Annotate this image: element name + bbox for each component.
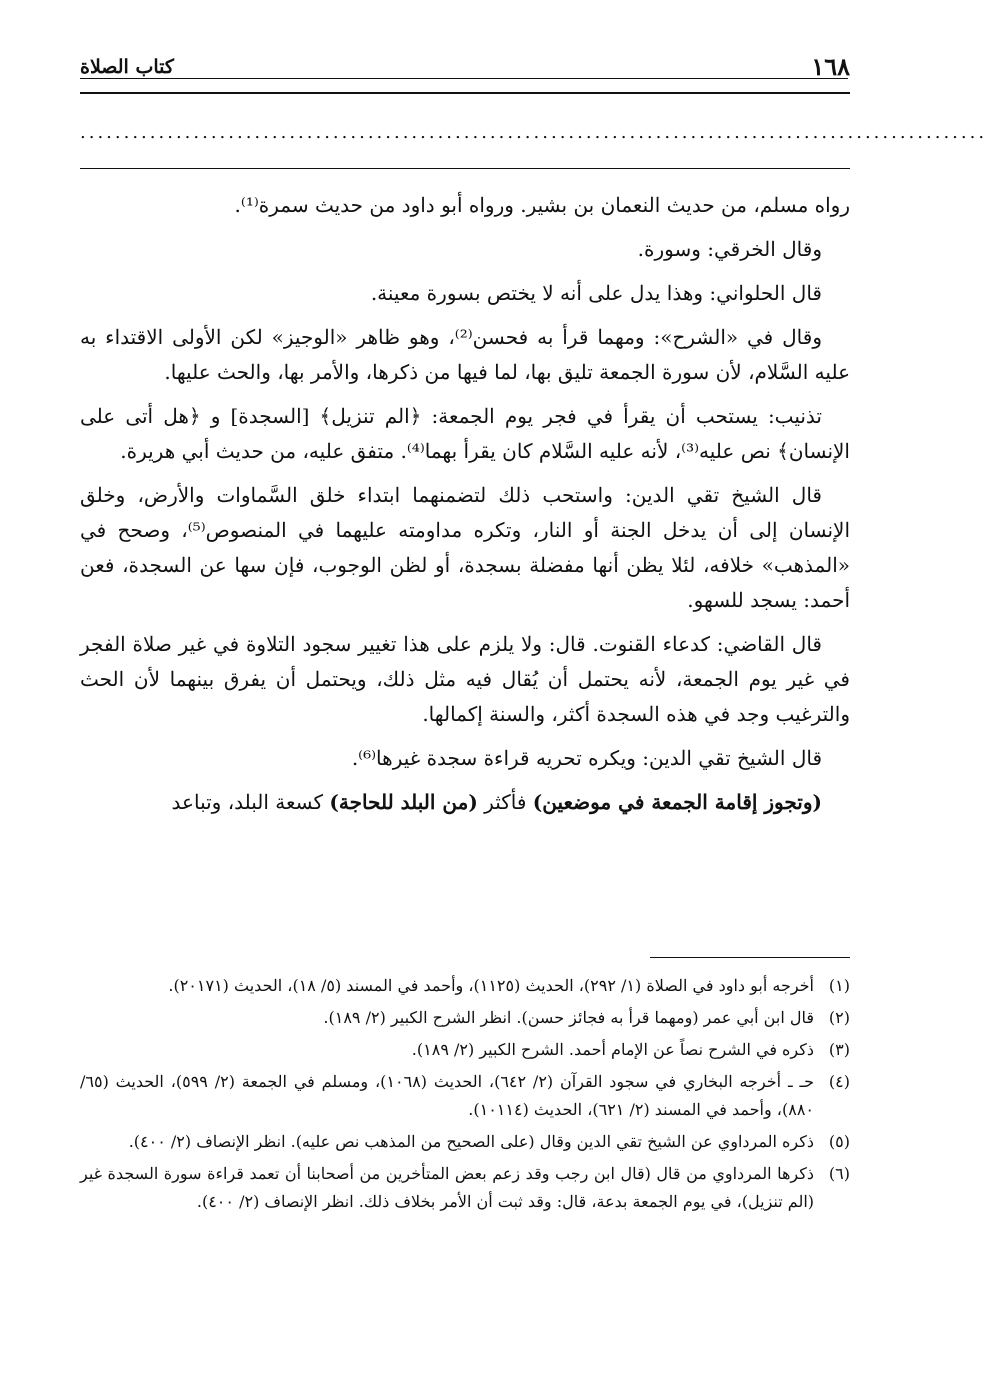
paragraph: قال الشيخ تقي الدين: ويكره تحريه قراءة سجدة غيرها⁽⁶⁾. bbox=[351, 746, 822, 770]
footnote bbox=[80, 1004, 850, 1032]
header-rule-thick bbox=[80, 92, 850, 94]
paragraph: قال القاضي: كدعاء القنوت. قال: ولا يلزم على هذا تغيير سجود التلاوة في غير صلاة الفجر في غير يوم الجمعة، لأنه يحتمل أن يُقال فيه مثل ذلك، ويحتمل أن يفرق بينهما لأن الحث والترغيب وجد في هذه السجدة أكثر، والسنة إكمالها. bbox=[80, 632, 850, 726]
paragraph: تذنيب: يستحب أن يقرأ في فجر يوم الجمعة: ﴿الم تنزيل﴾ [السجدة] و ﴿هل أتى على الإنسان﴾ نص عليه⁽³⁾، لأنه عليه السَّلام كان يقرأ بهما⁽⁴⁾. متفق عليه، من حديث أبي هريرة. bbox=[80, 404, 850, 463]
bold-phrase: (وتجوز إقامة الجمعة في موضعين) bbox=[532, 790, 822, 814]
footnote-text: حـ ـ أخرجه البخاري في سجود القرآن (٢/ ٦٤٢)، الحديث (١٠٦٨)، ومسلم في الجمعة (٢/ ٥٩٩)، الحديث (٦٥/ ٨٨٠)، وأحمد في المسند (٢/ ٦٢١)، الحديث (١٠١١٤). bbox=[80, 1072, 815, 1119]
footnote bbox=[80, 972, 850, 1000]
footnote-text: أخرجه أبو داود في الصلاة (١/ ٢٩٢)، الحديث (١١٢٥)، وأحمد في المسند (٥/ ١٨)، الحديث (٢٠١٧١). bbox=[168, 976, 814, 995]
section-rule bbox=[80, 168, 850, 169]
omitted-text-dots: ........................................................................................................ bbox=[80, 122, 987, 143]
footnote bbox=[80, 1160, 850, 1216]
footnote bbox=[80, 1068, 850, 1124]
footnote-number: (٦) bbox=[828, 1164, 850, 1183]
bold-phrase: (من البلد للحاجة) bbox=[329, 790, 478, 814]
book-title: كتاب الصلاة bbox=[80, 56, 174, 78]
paragraph: قال الشيخ تقي الدين: واستحب ذلك لتضمنهما ابتداء خلق السَّماوات والأرض، وخلق الإنسان إلى أن يدخل الجنة أو النار، وتكره مداومته عليهما في المنصوص⁽⁵⁾، وصحح في «المذهب» خلافه، لئلا يظن أنها مفضلة بسجدة، أو لظن الوجوب، فإن سها عن السجدة، فعن أحمد: يسجد للسهو. bbox=[80, 483, 850, 612]
footnotes bbox=[80, 972, 850, 1220]
paragraph-last bbox=[80, 785, 850, 820]
main-text bbox=[80, 188, 850, 829]
footnote-rule bbox=[650, 957, 850, 958]
footnote-number: (٥) bbox=[828, 1132, 850, 1151]
text-run: فأكثر bbox=[477, 790, 533, 814]
page-number: ١٦٨ bbox=[811, 52, 850, 81]
footnote-number: (٤) bbox=[828, 1072, 850, 1091]
paragraph: قال الحلواني: وهذا يدل على أنه لا يختص بسورة معينة. bbox=[370, 281, 822, 305]
paragraph: رواه مسلم، من حديث النعمان بن بشير. ورواه أبو داود من حديث سمرة⁽¹⁾. bbox=[234, 193, 850, 217]
page-header bbox=[80, 52, 850, 92]
footnote bbox=[80, 1036, 850, 1064]
footnote-number: (٢) bbox=[828, 1008, 850, 1027]
footnote-text: ذكرها المرداوي من قال (قال ابن رجب وقد زعم بعض المتأخرين من أصحابنا أن تعمد قراءة سورة السجدة غير (الم تنزيل)، في يوم الجمعة بدعة، قال: وقد ثبت أن الأمر بخلاف ذلك. انظر الإنصاف (٢/ ٤٠٠). bbox=[80, 1164, 814, 1211]
paragraph: وقال في «الشرح»: ومهما قرأ به فحسن⁽²⁾، وهو ظاهر «الوجيز» لكن الأولى الاقتداء به عليه السَّلام، لأن سورة الجمعة تليق بها، لما فيها من ذكرها، والأمر بها، والحث عليها. bbox=[80, 325, 850, 384]
footnote-number: (٣) bbox=[828, 1040, 850, 1059]
header-rule bbox=[80, 78, 848, 79]
footnote-text: ذكره في الشرح نصاً عن الإمام أحمد. الشرح الكبير (٢/ ١٨٩). bbox=[411, 1040, 814, 1059]
footnote-text: ذكره المرداوي عن الشيخ تقي الدين وقال (على الصحيح من المذهب نص عليه). انظر الإنصاف (٢/ ٤٠٠). bbox=[128, 1132, 814, 1151]
footnote bbox=[80, 1128, 850, 1156]
footnote-text: قال ابن أبي عمر (ومهما قرأ به فجائز حسن). انظر الشرح الكبير (٢/ ١٨٩). bbox=[323, 1008, 814, 1027]
paragraph: وقال الخرقي: وسورة. bbox=[637, 237, 822, 261]
footnote-number: (١) bbox=[828, 976, 850, 995]
text-run: كسعة البلد، وتباعد bbox=[171, 790, 330, 814]
